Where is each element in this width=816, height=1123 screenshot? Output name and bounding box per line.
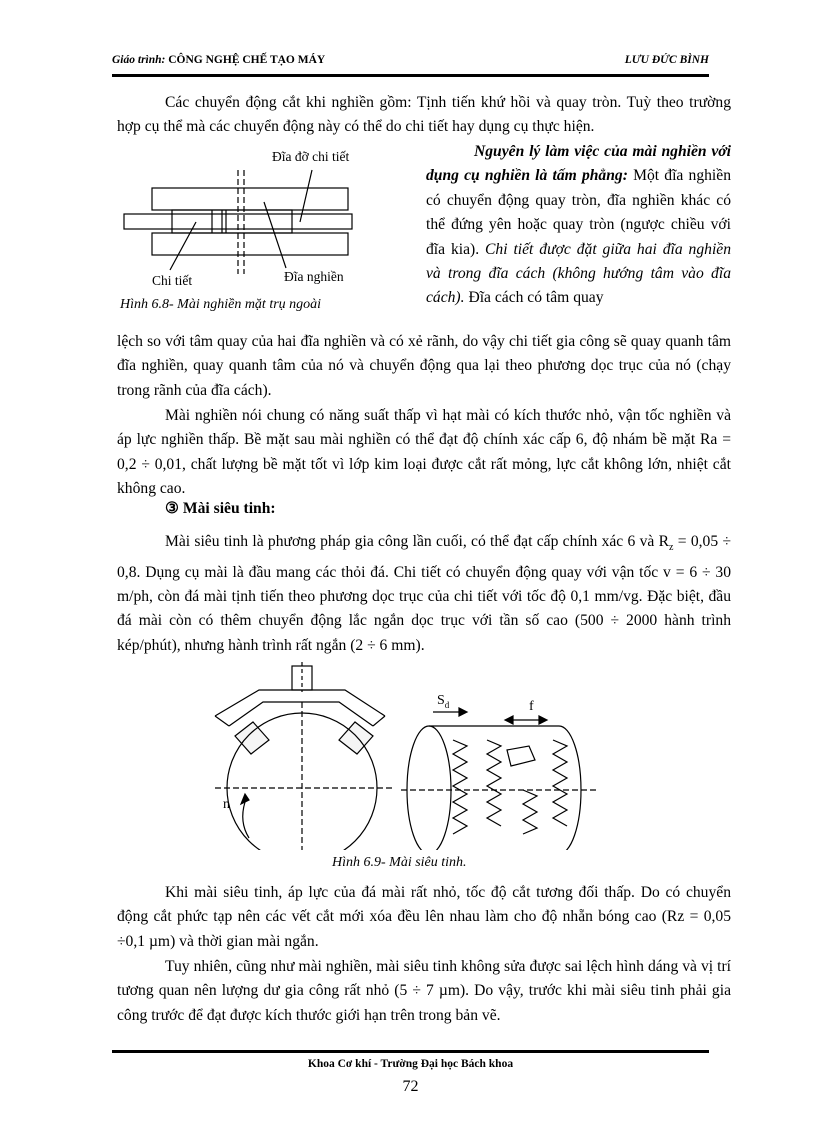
page-number: 72	[402, 1078, 419, 1095]
paragraph-4	[117, 530, 731, 658]
label-workpiece: Chi tiết	[152, 273, 193, 288]
page-header	[112, 54, 709, 72]
section-heading	[165, 499, 276, 518]
caption-figure-6-9: Hình 6.9- Mài siêu tinh.	[332, 855, 467, 870]
stone-left	[235, 722, 269, 754]
heading-number: ③	[165, 500, 179, 517]
paragraph-6: Tuy nhiên, cũng như mài nghiền, mài siêu tinh không sửa được sai lệch hình dáng và vị trí tương quan nên lượng dư gia công rất nhỏ (5 ÷ 7 µm). Do vậy, trước khi mài siêu tinh phải gia công trước để đạt được kích thước giới hạn trên trong bản vẽ.	[117, 958, 731, 1024]
p4-text-b: = 0,05 ÷ 0,8. Dụng cụ mài là đầu mang các thỏi đá. Chi tiết có chuyển động quay với vận tốc v = 6 ÷ 30 m/ph, còn đá mài tịnh tiến theo phương dọc trục của chi tiết với tốc độ 0,1 mm/vg. Đặc biệt, đầu đá mài còn có thêm chuyển động lắc ngắn dọc trục với tần số cao (500 ÷ 2000 hành trình kép/phút), nhưng hành trình rất ngắn (2 ÷ 6 mm).	[117, 533, 732, 654]
heading-text: Mài siêu tinh:	[182, 500, 276, 517]
label-disc-support: Đĩa đỡ chi tiết	[272, 149, 350, 164]
bottom-disc	[152, 233, 348, 255]
p4-subscript: z	[669, 542, 674, 554]
paragraph-5: Khi mài siêu tinh, áp lực của đá mài rất nhỏ, tốc độ cắt tương đối thấp. Do có chuyển động cắt phức tạp nên các vết cắt mới xóa đều lên nhau làm cho độ nhẵn bóng cao (Rz = 0,05 ÷0,1 µm) và thời gian mài ngắn.	[117, 884, 731, 950]
label-s: S	[437, 693, 445, 708]
paragraph-2-continued: lệch so với tâm quay của hai đĩa nghiền và có xẻ rãnh, do vậy chi tiết gia công sẽ quay quanh tâm đĩa nghiền, quay quanh tâm của nó và chuyển động qua lại theo phương dọc trục của nó (chạy trong rãnh của đĩa cách).	[117, 333, 731, 399]
principle-text-b: Đĩa cách có tâm quay	[468, 289, 604, 307]
footer-text: Khoa Cơ khí - Trường Đại học Bách khoa	[307, 1058, 514, 1070]
figure-6-9	[205, 662, 605, 850]
header-rule	[112, 74, 709, 77]
paragraph-2-column	[426, 140, 731, 311]
footer-rule	[112, 1050, 709, 1053]
label-lapping-disc: Đĩa nghiền	[284, 269, 344, 284]
rotation-arrow	[243, 802, 249, 838]
cylinder	[429, 726, 581, 850]
label-sd	[437, 693, 450, 710]
paragraph-1: Các chuyển động cắt khi nghiền gồm: Tịnh tiến khứ hồi và quay tròn. Tuỳ theo trường hợp cụ thể mà các chuyển động này có thể do chi tiết hay dụng cụ thực hiện.	[117, 94, 731, 136]
header-course: CÔNG NGHỆ CHẾ TẠO MÁY	[168, 54, 326, 66]
stone-block	[507, 746, 535, 766]
label-f: f	[529, 699, 534, 714]
p4-text-a: Mài siêu tinh là phương pháp gia công lần cuối, có thể đạt cấp chính xác 6 và R	[165, 533, 670, 550]
principle-italic: Chi tiết được đặt giữa hai đĩa nghiền và trong đĩa cách (không hướng tâm vào đĩa cách).	[426, 240, 731, 307]
principle-text: Một đĩa nghiền có chuyển động quay tròn, đĩa nghiền khác có thể đứng yên hoặc quay tròn (ngược chiều với đĩa kia).	[426, 167, 731, 258]
top-disc	[152, 188, 348, 210]
caption-figure-6-8: Hình 6.8- Mài nghiền mặt trụ ngoài	[120, 297, 322, 312]
label-n: n	[223, 797, 230, 812]
header-author: LƯU ĐỨC BÌNH	[624, 54, 709, 66]
principle-heading: Nguyên lý làm việc của mài nghiền với dụng cụ nghiền là tấm phẳng:	[426, 143, 731, 185]
header-left	[112, 54, 325, 66]
header-prefix: Giáo trình:	[112, 54, 166, 66]
stone-right	[339, 722, 373, 754]
paragraph-3: Mài nghiền nói chung có năng suất thấp vì hạt mài có kích thước nhỏ, vận tốc nghiền và áp lực nghiền thấp. Bề mặt sau mài nghiền có thể đạt độ chính xác cấp 6, độ nhám bề mặt Ra = 0,2 ÷ 0,01, chất lượng bề mặt tốt vì lớp kim loại được cắt rất mỏng, lực cắt không lớn, nhiệt cắt không cao.	[117, 407, 731, 498]
label-s-sub: d	[444, 700, 450, 710]
holder-arm	[215, 690, 385, 716]
